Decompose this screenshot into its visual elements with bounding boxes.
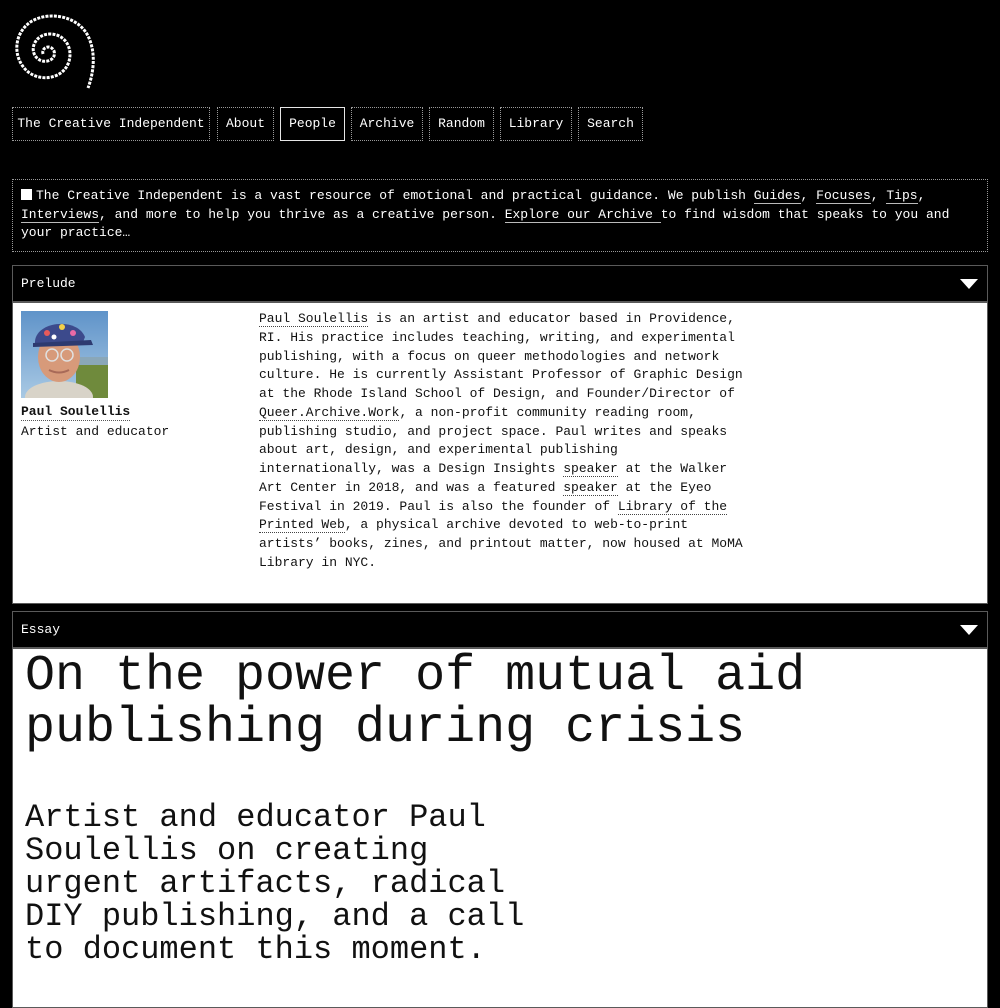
intro-text: to find wisdom that speaks to you and your practice… bbox=[21, 206, 950, 241]
square-bullet-icon bbox=[21, 189, 32, 200]
intro-separator: , bbox=[917, 188, 926, 203]
nav-item-people[interactable]: People bbox=[280, 107, 345, 141]
bio-text: , a non-profit community reading room, publishing studio, and project space. Paul writes and speaks about art, design, and experimental publishing internationally, was a Design Insights bbox=[259, 404, 728, 476]
nav-item-search[interactable]: Search bbox=[578, 107, 643, 141]
prelude-panel bbox=[12, 302, 988, 604]
author-bio bbox=[259, 310, 745, 573]
site-logo[interactable] bbox=[8, 10, 98, 90]
bio-text: is an artist and educator based in Providence, RI. His practice includes teaching, writing, and experimental publishing, with a focus on queer methodologies and network culture. He is currently Assistant Professor of Graphic Design at the Rhode Island School of Design, and Founder/Director of bbox=[259, 311, 743, 401]
author-role: Artist and educator bbox=[21, 424, 170, 439]
collapse-triangle-icon[interactable] bbox=[960, 625, 978, 635]
collapse-triangle-icon[interactable] bbox=[960, 279, 978, 289]
guides-link[interactable]: Guides bbox=[753, 188, 801, 203]
prelude-header[interactable] bbox=[12, 265, 988, 302]
essay-subtitle: Artist and educator Paul Soulellis on creating urgent artifacts, radical DIY publishing, and a call to document this moment. bbox=[25, 799, 525, 968]
intro-text: , and more to help you thrive as a creative person. bbox=[99, 206, 505, 222]
eyeo-speaker-link[interactable]: speaker bbox=[563, 479, 618, 495]
essay-header[interactable] bbox=[12, 611, 988, 648]
nav-item-home[interactable]: The Creative Independent bbox=[12, 107, 210, 141]
author-link[interactable]: Paul Soulellis bbox=[259, 311, 369, 326]
spiral-icon bbox=[8, 10, 98, 90]
essay-panel bbox=[12, 648, 988, 1008]
tips-link[interactable]: Tips bbox=[886, 188, 918, 203]
queer-archive-work-link[interactable]: Queer.Archive.Work bbox=[259, 404, 400, 420]
library-printed-web-link[interactable]: Library of the Printed Web bbox=[259, 498, 728, 533]
bio-text: at the Eyeo Festival in 2019. Paul is also the founder of bbox=[259, 479, 712, 514]
nav-item-random[interactable]: Random bbox=[429, 107, 494, 141]
focuses-link[interactable]: Focuses bbox=[816, 188, 871, 203]
interviews-link[interactable]: Interviews bbox=[21, 206, 100, 222]
intro-box bbox=[12, 179, 988, 252]
bio-text: at the Walker Art Center in 2018, and was a featured bbox=[259, 461, 728, 495]
explore-archive-link[interactable]: Explore our Archive bbox=[504, 206, 661, 222]
walker-speaker-link[interactable]: speaker bbox=[563, 461, 618, 476]
author-name[interactable]: Paul Soulellis bbox=[21, 404, 131, 419]
intro-text: The Creative Independent is a vast resource of emotional and practical guidance. We publish bbox=[36, 188, 754, 203]
nav-item-archive[interactable]: Archive bbox=[351, 107, 423, 141]
intro-separator: , bbox=[870, 188, 887, 203]
essay-title: On the power of mutual aid publishing during crisis bbox=[25, 648, 806, 757]
prelude-title: Prelude bbox=[21, 276, 76, 291]
nav-item-library[interactable]: Library bbox=[500, 107, 572, 141]
bio-text: , a physical archive devoted to web-to-print artists’ books, zines, and printout matter, now housed at MoMA Library in NYC. bbox=[259, 517, 743, 570]
author-avatar bbox=[21, 311, 108, 398]
nav-item-about[interactable]: About bbox=[217, 107, 274, 141]
essay-section-title: Essay bbox=[21, 622, 61, 637]
intro-separator: , bbox=[800, 188, 817, 203]
